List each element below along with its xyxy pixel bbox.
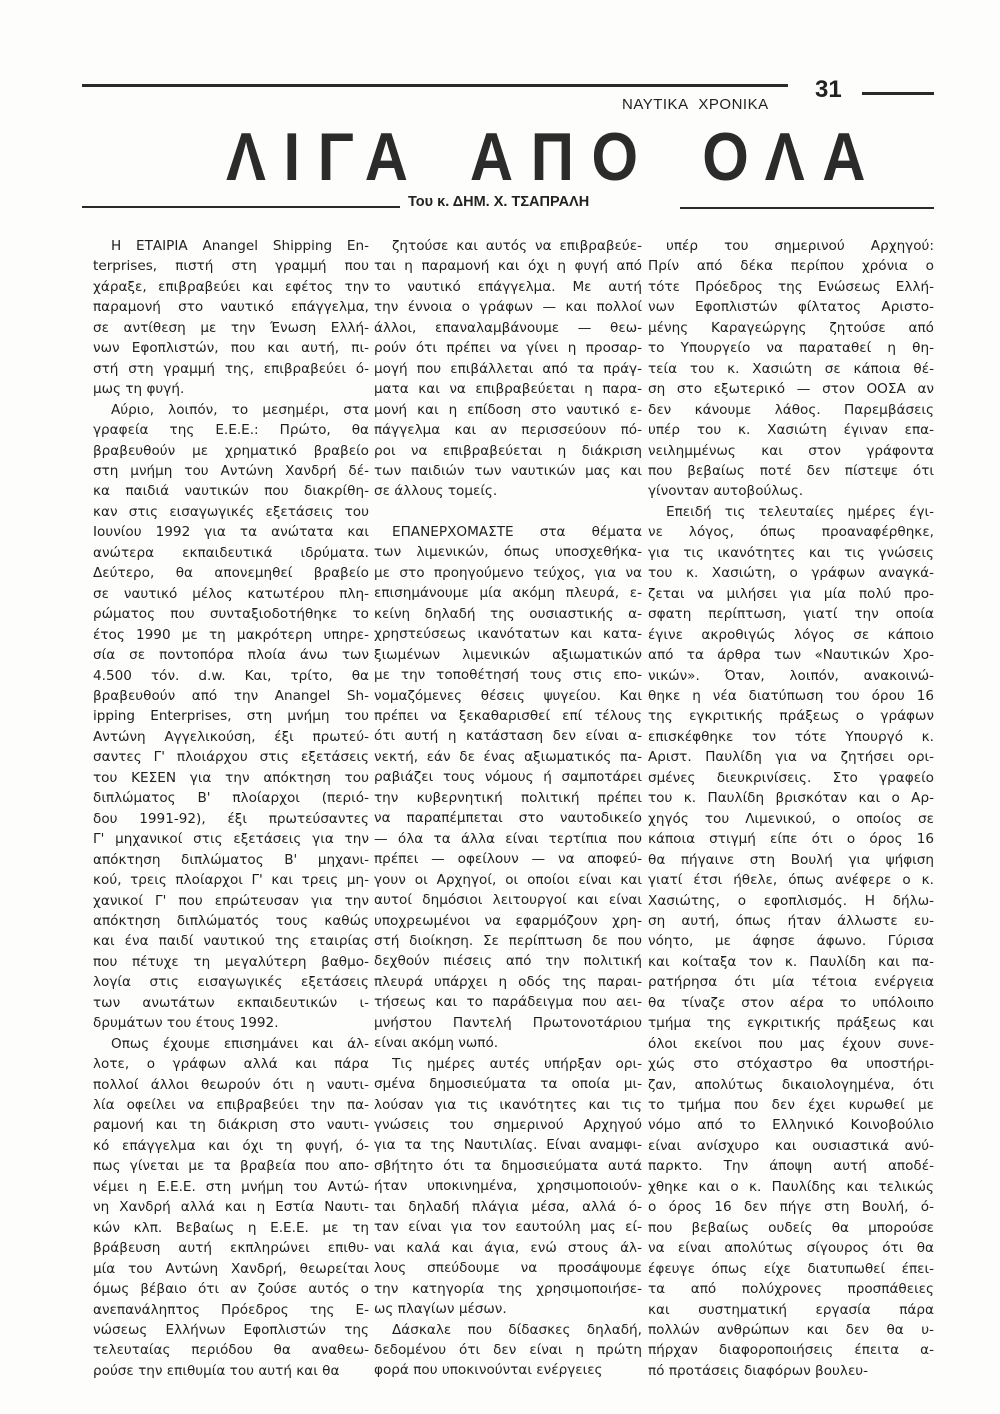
- text-line: ρώματος που συνταξιοδοτήθηκε το: [93, 606, 369, 623]
- text-line: θα τίναζε στον αέρα το υπόλοιπο: [648, 994, 934, 1011]
- text-line: δεχθούν πιέσεις από την πολιτική: [374, 953, 642, 970]
- text-line: με την τοποθέτησή τους στις επο-: [374, 667, 642, 684]
- text-line: των ανωτάτων εκπαιδευτικών ι-: [93, 994, 369, 1011]
- text-line: Αριστ. Παυλίδη για να ζητήσει ορι-: [648, 749, 934, 766]
- text-line: νων Εφοπλιστών, που και αυτή, πι-: [93, 340, 369, 357]
- text-line: ραμονή και τη διάκριση στο ναυτι-: [93, 1117, 369, 1134]
- paragraph: [648, 236, 934, 502]
- text-line: αυτοί δημόσιοι λειτουργοί και είναι: [374, 892, 642, 909]
- text-line: πλευρά υπάρχει η οδός της παραι-: [374, 973, 642, 990]
- text-line: κείνη δηλαδή της ουσιαστικής α-: [374, 605, 642, 622]
- text-line: χανικοί Γ' που επρώτευσαν για την: [93, 892, 369, 909]
- text-line: στή στη γραμμή της, επιβραβεύει ό-: [93, 360, 369, 377]
- text-line: μονή και η επίδοση στο ναυτικό ε-: [374, 401, 642, 418]
- text-line: απόκτηση διπλώματός τους καθώς: [93, 912, 369, 929]
- text-line: λία οφείλει να επιβραβεύει την πα-: [93, 1097, 369, 1114]
- text-line: Αύριο, λοιπόν, το μεσημέρι, στα: [111, 401, 369, 418]
- text-line: είναι ακόμη νωπό.: [374, 1035, 499, 1052]
- paragraph: [374, 1320, 642, 1381]
- text-line: κών κλπ. Βεβαίως η Ε.Ε.Ε. με τη: [93, 1219, 369, 1236]
- text-line: ση αυτή, όπως ήταν άλλωστε ευ-: [648, 912, 934, 929]
- page-number: 31: [815, 76, 842, 103]
- text-line: πρέπει — οφείλουν — να αποφεύ-: [374, 851, 642, 868]
- text-line: τελευταίας περιόδου θα αναθεω-: [93, 1342, 369, 1359]
- text-line: Η ΕΤΑΙΡΙΑ Anangel Shipping En-: [111, 238, 369, 254]
- text-line: 4.500 τόν. d.w. Και, τρίτο, θα: [93, 667, 369, 684]
- text-line: έφευγε όπως είχε διατυπωθεί έπει-: [648, 1260, 934, 1277]
- text-line: Πρίν από δέκα περίπου χρόνια ο: [648, 258, 934, 275]
- paragraph: [374, 522, 642, 1054]
- text-line: να παραπέμπεται στο ναυτοδικείο: [374, 810, 642, 827]
- text-line: ζητούσε και αυτός να επιβραβεύε-: [392, 238, 642, 254]
- text-line: χθηκε και ο κ. Παυλίδης και τελικώς: [648, 1178, 934, 1195]
- text-line: σία σε ποντοπόρα πλοία άνω των: [93, 647, 369, 664]
- text-line: τεία του κ. Χασιώτη σε κάποια θέ-: [648, 360, 934, 377]
- text-line: νε λόγος, όπως προαναφέρθηκε,: [648, 524, 934, 541]
- text-line: νόητο, με άφησε άφωνο. Γύρισα: [648, 933, 934, 950]
- article-byline: Του κ. ΔΗΜ. Χ. ΤΣΑΠΡΑΛΗ: [408, 194, 590, 210]
- text-line: έγινε ακροθιγώς λόγος σε κάποιο: [648, 626, 934, 643]
- text-line: Ιουνίου 1992 για τα ανώτατα και: [93, 524, 369, 541]
- byline-rule-right: [680, 207, 934, 209]
- text-line: ότι αυτή η κατάσταση δεν είναι α-: [374, 728, 642, 745]
- text-line: λούσαν για τις ικανότητες και τις: [374, 1096, 642, 1113]
- text-line: ζαν, απολύτως δικαιολογημένα, ότι: [648, 1076, 934, 1093]
- text-line: για τις ικανότητες και τις γνώσεις: [648, 544, 934, 561]
- text-column-3: [648, 236, 934, 1381]
- text-line: υπέρ του σημερινού Αρχηγού:: [666, 238, 934, 254]
- text-line: γουν οι Αρχηγοί, οι οποίοι είναι και: [374, 871, 642, 888]
- text-line: ραβιάζει τους νόμους ή σαμποτάρει: [374, 769, 642, 786]
- text-line: υπέρ του κ. Χασιώτη έγιναν επα-: [648, 422, 934, 439]
- byline-rule-left: [82, 206, 400, 208]
- text-line: μένης Καραγεώργης ζητούσε από: [648, 319, 934, 336]
- text-line: δεν κάνουμε λάθος. Παρεμβάσεις: [648, 401, 934, 418]
- text-line: ο όρος 16 δεν πήγε στη Βουλή, ό-: [648, 1199, 934, 1216]
- text-line: και κοίταξα τον κ. Παυλίδη και πα-: [648, 953, 934, 970]
- text-line: χηγός του Λιμενικού, ο οποίος σε: [648, 810, 934, 827]
- article-title: ΛΙΓΑ ΑΠΟ ΟΛΑ: [226, 119, 884, 195]
- text-line: νέμει η Ε.Ε.Ε. στη μνήμη του Αντώ-: [93, 1178, 369, 1195]
- text-line: ήταν υποκινημένα, χρησιμοποιούν-: [374, 1178, 642, 1195]
- text-line: μογή που επιβάλλεται από τα πράγ-: [374, 360, 642, 377]
- text-line: να είναι απολύτως σίγουρος ότι θα: [648, 1240, 934, 1257]
- text-line: διπλώματος Β' πλοίαρχοι (περιό-: [93, 790, 369, 807]
- text-line: χρηστεύσεως ικανότατων και κατα-: [374, 626, 642, 643]
- text-line: τα από πολύχρονες προσπάθειες: [648, 1281, 934, 1298]
- text-line: έτος 1990 με τη μακρότερη υπηρε-: [93, 626, 369, 643]
- text-line: που πέτυχε τη μεγαλύτερη βαθμο-: [93, 953, 369, 970]
- paragraph: [374, 1054, 642, 1320]
- text-line: πολλοί άλλοι θεωρούν ότι η ναυτι-: [93, 1076, 369, 1093]
- text-line: ως πλαγίων μέσων.: [374, 1301, 507, 1318]
- text-line: του ΚΕΣΕΝ για την απόκτηση του: [93, 769, 369, 786]
- text-line: μνήστου Παντελή Πρωτονοτάριου: [374, 1014, 642, 1031]
- text-line: ναι καλά και άγια, ενώ στους άλ-: [374, 1239, 642, 1256]
- text-column-1: [93, 236, 369, 1381]
- text-line: σβήτητο ότι τα δημοσιεύματα αυτά: [374, 1157, 642, 1174]
- text-line: ΕΠΑΝΕΡΧΟΜΑΣΤΕ στα θέματα: [392, 523, 642, 540]
- text-line: ανεπανάληπτος Πρόεδρος της Ε-: [93, 1301, 369, 1318]
- text-line: ξιωμένων λιμενικών αξιωματικών: [374, 646, 642, 663]
- text-line: σμένα δημοσιεύματα τα οποία μι-: [374, 1076, 642, 1093]
- text-line: όμως βέβαιο ότι αν ζούσε αυτός ο: [93, 1281, 369, 1298]
- text-line: γνώσεις του σημερινού Αρχηγού: [374, 1117, 642, 1134]
- text-line: πήρχαν διαφοροποιήσεις έπειτα α-: [648, 1342, 934, 1359]
- text-column-2: [374, 236, 642, 1381]
- paragraph: [93, 236, 369, 400]
- text-line: δεδομένου ότι δεν είναι η πρώτη: [374, 1342, 642, 1359]
- text-line: σμένες διευκρινίσεις. Στο γραφείο: [648, 769, 934, 786]
- text-line: καν στις εισαγωγικές εξετάσεις του: [93, 503, 369, 520]
- text-line: σε ναυτικό μέλος κατωτέρου πλη-: [93, 585, 369, 602]
- text-line: δου 1991-92), έξι πρωτεύσαντες: [93, 810, 369, 827]
- text-line: για τα της Ναυτιλίας. Είναι αναμφι-: [374, 1137, 642, 1154]
- text-line: το τμήμα που δεν έχει κυρωθεί με: [648, 1097, 934, 1114]
- text-line: και ένα παιδί ναυτικού της εταιρίας: [93, 933, 369, 950]
- text-line: όλοι εκείνοι που μας έχουν συνε-: [648, 1035, 934, 1052]
- text-line: κού, τρεις πλοίαρχοι Γ' και τρεις μη-: [93, 872, 369, 889]
- text-line: είναι ανίσχυρο και ουσιαστικά ανύ-: [648, 1137, 934, 1154]
- text-line: ματα και να επιβραβεύεται η παρα-: [374, 381, 642, 398]
- text-line: απόκτηση διπλώματος Β' μηχανι-: [93, 851, 369, 868]
- text-line: νειλημμένως και στον γράφοντα: [648, 442, 934, 459]
- text-line: παρκτο. Την άποψη αυτή αποδέ-: [648, 1158, 934, 1175]
- text-line: νη Χανδρή αλλά και η Εστία Ναυτι-: [93, 1199, 369, 1216]
- text-line: σε άλλους τομείς.: [374, 483, 498, 500]
- text-line: θηκε η νέα διατύπωση του όρου 16: [648, 687, 934, 704]
- text-line: νόμο από το Ελληνικό Κοινοβούλιο: [648, 1117, 934, 1134]
- text-line: γιατί έτσι ήθελε, όπως ανέφερε ο κ.: [648, 872, 934, 889]
- paragraph-gap: [374, 502, 642, 522]
- header-rule-left: [82, 84, 788, 87]
- text-line: κα παιδιά ναυτικών που διακρίθη-: [93, 483, 369, 500]
- text-line: φορά που υποκινούνται ενέργειες: [374, 1362, 603, 1379]
- text-line: Οπως έχουμε επισημάνει και άλ-: [111, 1035, 369, 1052]
- text-line: μία του Αντώνη Χανδρή, θεωρείται: [93, 1260, 369, 1277]
- text-line: με στο προηγούμενο τεύχος, για να: [374, 564, 642, 581]
- text-line: ρούν ότι πρέπει να γίνει η προσαρ-: [374, 340, 642, 357]
- text-line: του κ. Χασιώτη, ο γράφων αναγκά-: [648, 565, 934, 582]
- text-line: την κυβερνητική πολιτική πρέπει: [374, 789, 642, 806]
- text-line: βραβευθούν με χρηματικό βραβείο: [93, 442, 369, 459]
- text-line: πως γίνεται με τα βραβεία που απο-: [93, 1158, 369, 1175]
- text-line: της εγκριτικής πράξεως ο γράφων: [648, 708, 934, 725]
- text-line: που βεβαίως ουδείς θα μπορούσε: [648, 1219, 934, 1236]
- text-line: Γ' μηχανικοί στις εξετάσεις για την: [93, 831, 369, 848]
- text-line: μως τη φυγή.: [93, 381, 185, 398]
- text-line: το Υπουργείο να παραταθεί η θη-: [648, 340, 934, 357]
- text-line: νων Εφοπλιστών φίλτατος Αριστο-: [648, 299, 934, 316]
- text-line: — όλα τα άλλα είναι τερτίπια που: [374, 830, 642, 847]
- text-line: πάγγελμα και αν περισσεύουν πό-: [374, 422, 642, 439]
- text-line: πολλών ανθρώπων και δεν θα υ-: [648, 1322, 934, 1339]
- text-line: νομαζόμενες θέσεις ψυγείου. Και: [374, 687, 642, 704]
- paragraph: [93, 400, 369, 1034]
- text-line: ρούσε την επιθυμία του αυτή και θα: [93, 1362, 340, 1379]
- text-line: κό επάγγελμα και όχι τη φυγή, ό-: [93, 1137, 369, 1154]
- text-line: των παιδιών των ναυτικών μας και: [374, 462, 642, 479]
- text-line: χώς στο στόχαστρο θα υποστήρι-: [648, 1056, 934, 1073]
- text-line: του κ. Παυλίδη βρισκόταν και ο Αρ-: [648, 790, 934, 807]
- paragraph: [374, 236, 642, 502]
- text-line: στη μνήμη του Αντώνη Χανδρή δέ-: [93, 462, 369, 479]
- header-rule-right: [862, 92, 934, 95]
- text-line: δρυμάτων του έτους 1992.: [93, 1015, 279, 1032]
- text-line: κάποια στιγμή είπε ότι ο όρος 16: [648, 831, 934, 848]
- text-line: ζεται να μιλήσει για μία πολύ προ-: [648, 585, 934, 602]
- text-line: από τα άρθρα των «Ναυτικών Χρο-: [648, 647, 934, 664]
- paragraph: [648, 502, 934, 1381]
- text-line: των λιμενικών, όπως υποσχεθήκα-: [374, 544, 642, 561]
- text-line: σαντες Γ' πλοιάρχου στις εξετάσεις: [93, 749, 369, 766]
- text-line: την κατηγορία της χρησιμοποιήσε-: [374, 1280, 642, 1297]
- text-line: Χασιώτης, ο εφοπλισμός. Η δήλω-: [648, 892, 934, 909]
- text-line: και συστηματική εργασία πάρα: [648, 1301, 934, 1318]
- text-line: παραμονή στο ναυτικό επάγγελμα,: [93, 299, 369, 316]
- text-line: στή διοίκηση. Σε περίπτωση δε που: [374, 932, 642, 949]
- text-line: λογία στις εισαγωγικές εξετάσεις: [93, 974, 369, 991]
- text-line: τότε Πρόεδρος της Ενώσεως Ελλή-: [648, 278, 934, 295]
- text-line: τμήμα της εγκριτικής πράξεως και: [648, 1015, 934, 1032]
- text-line: γίνονταν αυτοβούλως.: [648, 483, 804, 500]
- text-line: ipping Enterprises, στη μνήμη του: [93, 708, 369, 725]
- text-line: επισημάνουμε μία ακόμη πλευρά, ε-: [374, 585, 642, 602]
- text-line: ταν είναι για τον εαυτούλη μας εί-: [374, 1219, 642, 1236]
- text-line: ανώτερα εκπαιδευτικά ιδρύματα.: [93, 544, 369, 561]
- text-line: βράβευση αυτή εκπληρώνει επιθυ-: [93, 1240, 369, 1257]
- journal-name: ΝΑΥΤΙΚΑ ΧΡΟΝΙΚΑ: [622, 96, 769, 113]
- text-line: τήσεως και το παράδειγμα που αει-: [374, 994, 642, 1011]
- text-line: πό προτάσεις διαφόρων βουλευ-: [648, 1362, 869, 1379]
- text-line: γραφεία της Ε.Ε.Ε.: Πρώτο, θα: [93, 422, 369, 439]
- text-line: άλλοι, επαναλαμβάνουμε — θεω-: [374, 319, 642, 336]
- text-line: επισκέφθηκε τον τότε Υπουργό κ.: [648, 728, 934, 745]
- text-line: Τις ημέρες αυτές υπήρξαν ορι-: [392, 1055, 642, 1072]
- text-line: ται δηλαδή πλάγια μέσα, αλλά ό-: [374, 1198, 642, 1215]
- text-line: ροι να επιβραβεύεται η διάκριση: [374, 442, 642, 459]
- text-line: ση στο εξωτερικό — στον ΟΟΣΑ αν: [648, 381, 934, 398]
- text-line: Αντώνη Αγγελικούση, έξι πρωτεύ-: [93, 728, 369, 745]
- text-line: βραβευθούν από την Anangel Sh-: [93, 687, 369, 704]
- text-line: χάραξε, επιβραβεύει και εφέτος την: [93, 278, 369, 295]
- text-line: ται η παραμονή και όχι η φυγή από: [374, 258, 642, 275]
- text-line: νώσεως Ελλήνων Εφοπλιστών της: [93, 1322, 369, 1339]
- text-line: που βεβαίως ποτέ δεν πίστεψε ότι: [648, 462, 934, 479]
- text-line: σφατη περίπτωση, γιατί την οποία: [648, 606, 934, 623]
- text-line: Δεύτερο, θα απονεμηθεί βραβείο: [93, 565, 369, 582]
- text-line: νεκτή, εάν δε ένας αξιωματικός πα-: [374, 748, 642, 765]
- text-line: terprises, πιστή στη γραμμή που: [93, 258, 369, 275]
- paragraph: [93, 1034, 369, 1382]
- text-line: σε αντίθεση με την Ένωση Ελλή-: [93, 319, 369, 336]
- text-line: λοτε, ο γράφων αλλά και πάρα: [93, 1056, 369, 1073]
- text-line: Επειδή τις τελευταίες ημέρες έγι-: [666, 503, 934, 520]
- text-line: Δάσκαλε που δίδασκες δηλαδή,: [392, 1321, 642, 1338]
- text-line: θα πήγαινε στη Βουλή για ψήφιση: [648, 851, 934, 868]
- text-line: το ναυτικό επάγγελμα. Με αυτή: [374, 278, 642, 295]
- text-line: υποχρεωμένοι να εφαρμόζουν χρη-: [374, 912, 642, 929]
- text-line: ρατήρησα ότι μία τέτοια ενέργεια: [648, 974, 934, 991]
- text-line: πρέπει να ξεκαθαρισθεί επί τέλους: [374, 707, 642, 724]
- text-line: νικών». Όταν, λοιπόν, ανακοινώ-: [648, 667, 934, 684]
- text-line: λους σπεύδουμε να προσάψουμε: [374, 1260, 642, 1277]
- text-line: την έννοια ο γράφων — και πολλοί: [374, 299, 642, 316]
